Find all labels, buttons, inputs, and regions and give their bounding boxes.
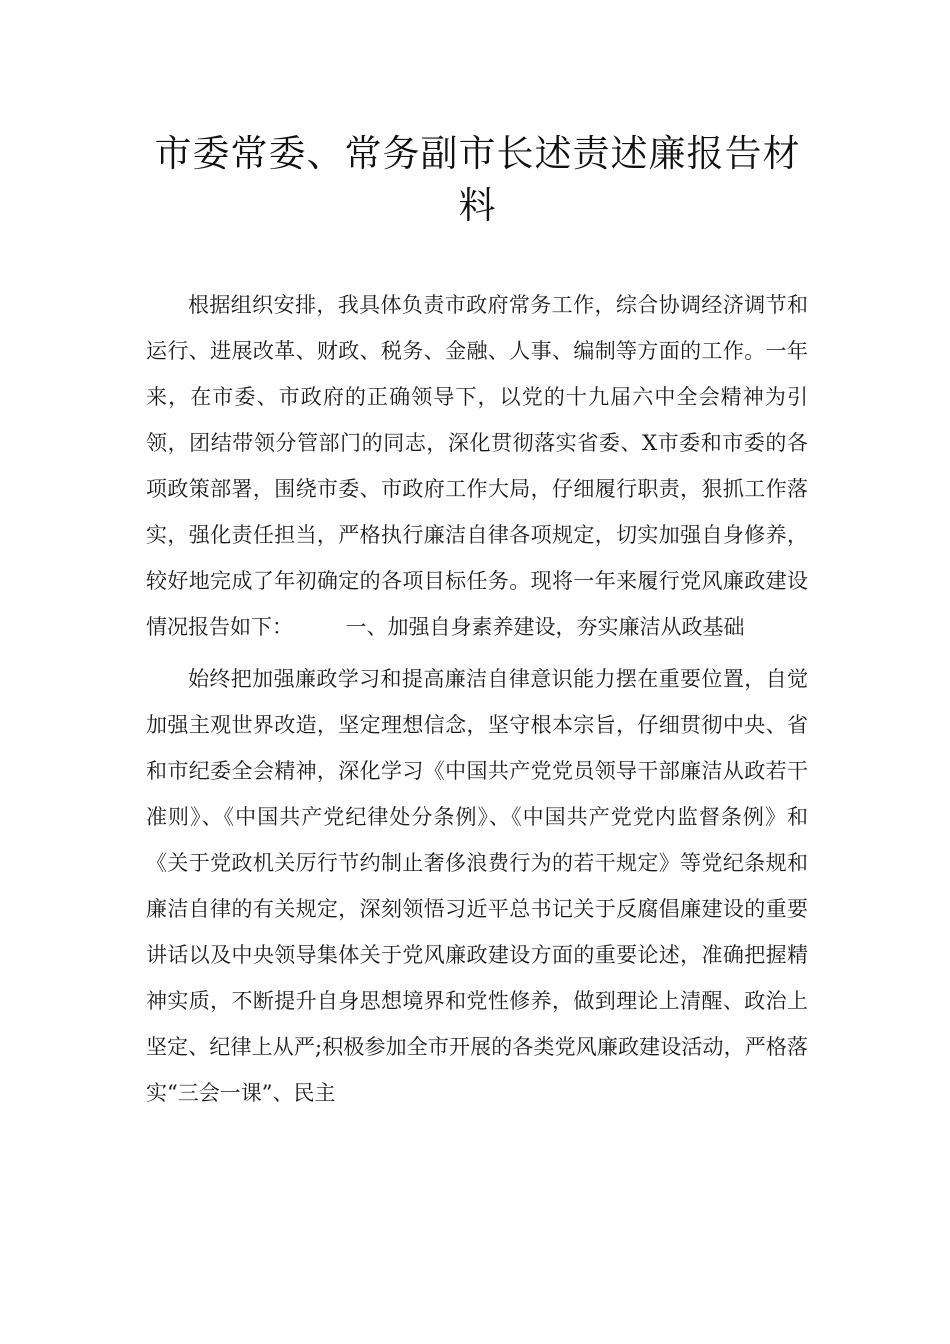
paragraph-intro: 根据组织安排，我具体负责市政府常务工作，综合协调经济调节和运行、进展改革、财政、税务、金融、人事、编制等方面的工作。一年来，在市委、市政府的正确领导下，以党的十九届六中全会精神为引领，团结带领分管部门的同志，深化贯彻落实省委、X市委和市委的各项政策部署，围绕市委、市政府工作大局，仔细履行职责，狠抓工作落实，强化责任担当，严格执行廉洁自律各项规定，切实加强自身修养，较好地完成了年初确定的各项目标任务。现将一年来履行党风廉政建设情况报告如下： 一、加强自身素养建设，夯实廉洁从政基础 <box>146 293 808 639</box>
document-body <box>146 282 808 1116</box>
paragraph-study: 始终把加强廉政学习和提高廉洁自律意识能力摆在重要位置，自觉加强主观世界改造，坚定理想信念，坚守根本宗旨，仔细贯彻中央、省和市纪委全会精神，深化学习《中国共产党党员领导干部廉洁从政若干准则》、《中国共产党纪律处分条例》、《中国共产党党内监督条例》和《关于党政机关厉行节约制止奢侈浪费行为的若干规定》等党纪条规和廉洁自律的有关规定，深刻领悟习近平总书记关于反腐倡廉建设的重要讲话以及中央领导集体关于党风廉政建设方面的重要论述，准确把握精神实质，不断提升自身思想境界和党性修养，做到理论上清醒、政治上坚定、纪律上从严;积极参加全市开展的各类党风廉政建设活动，严格落实“三会一课”、民主 <box>146 667 808 1105</box>
document-title: 市委常委、常务副市长述责述廉报告材料 <box>154 132 801 227</box>
